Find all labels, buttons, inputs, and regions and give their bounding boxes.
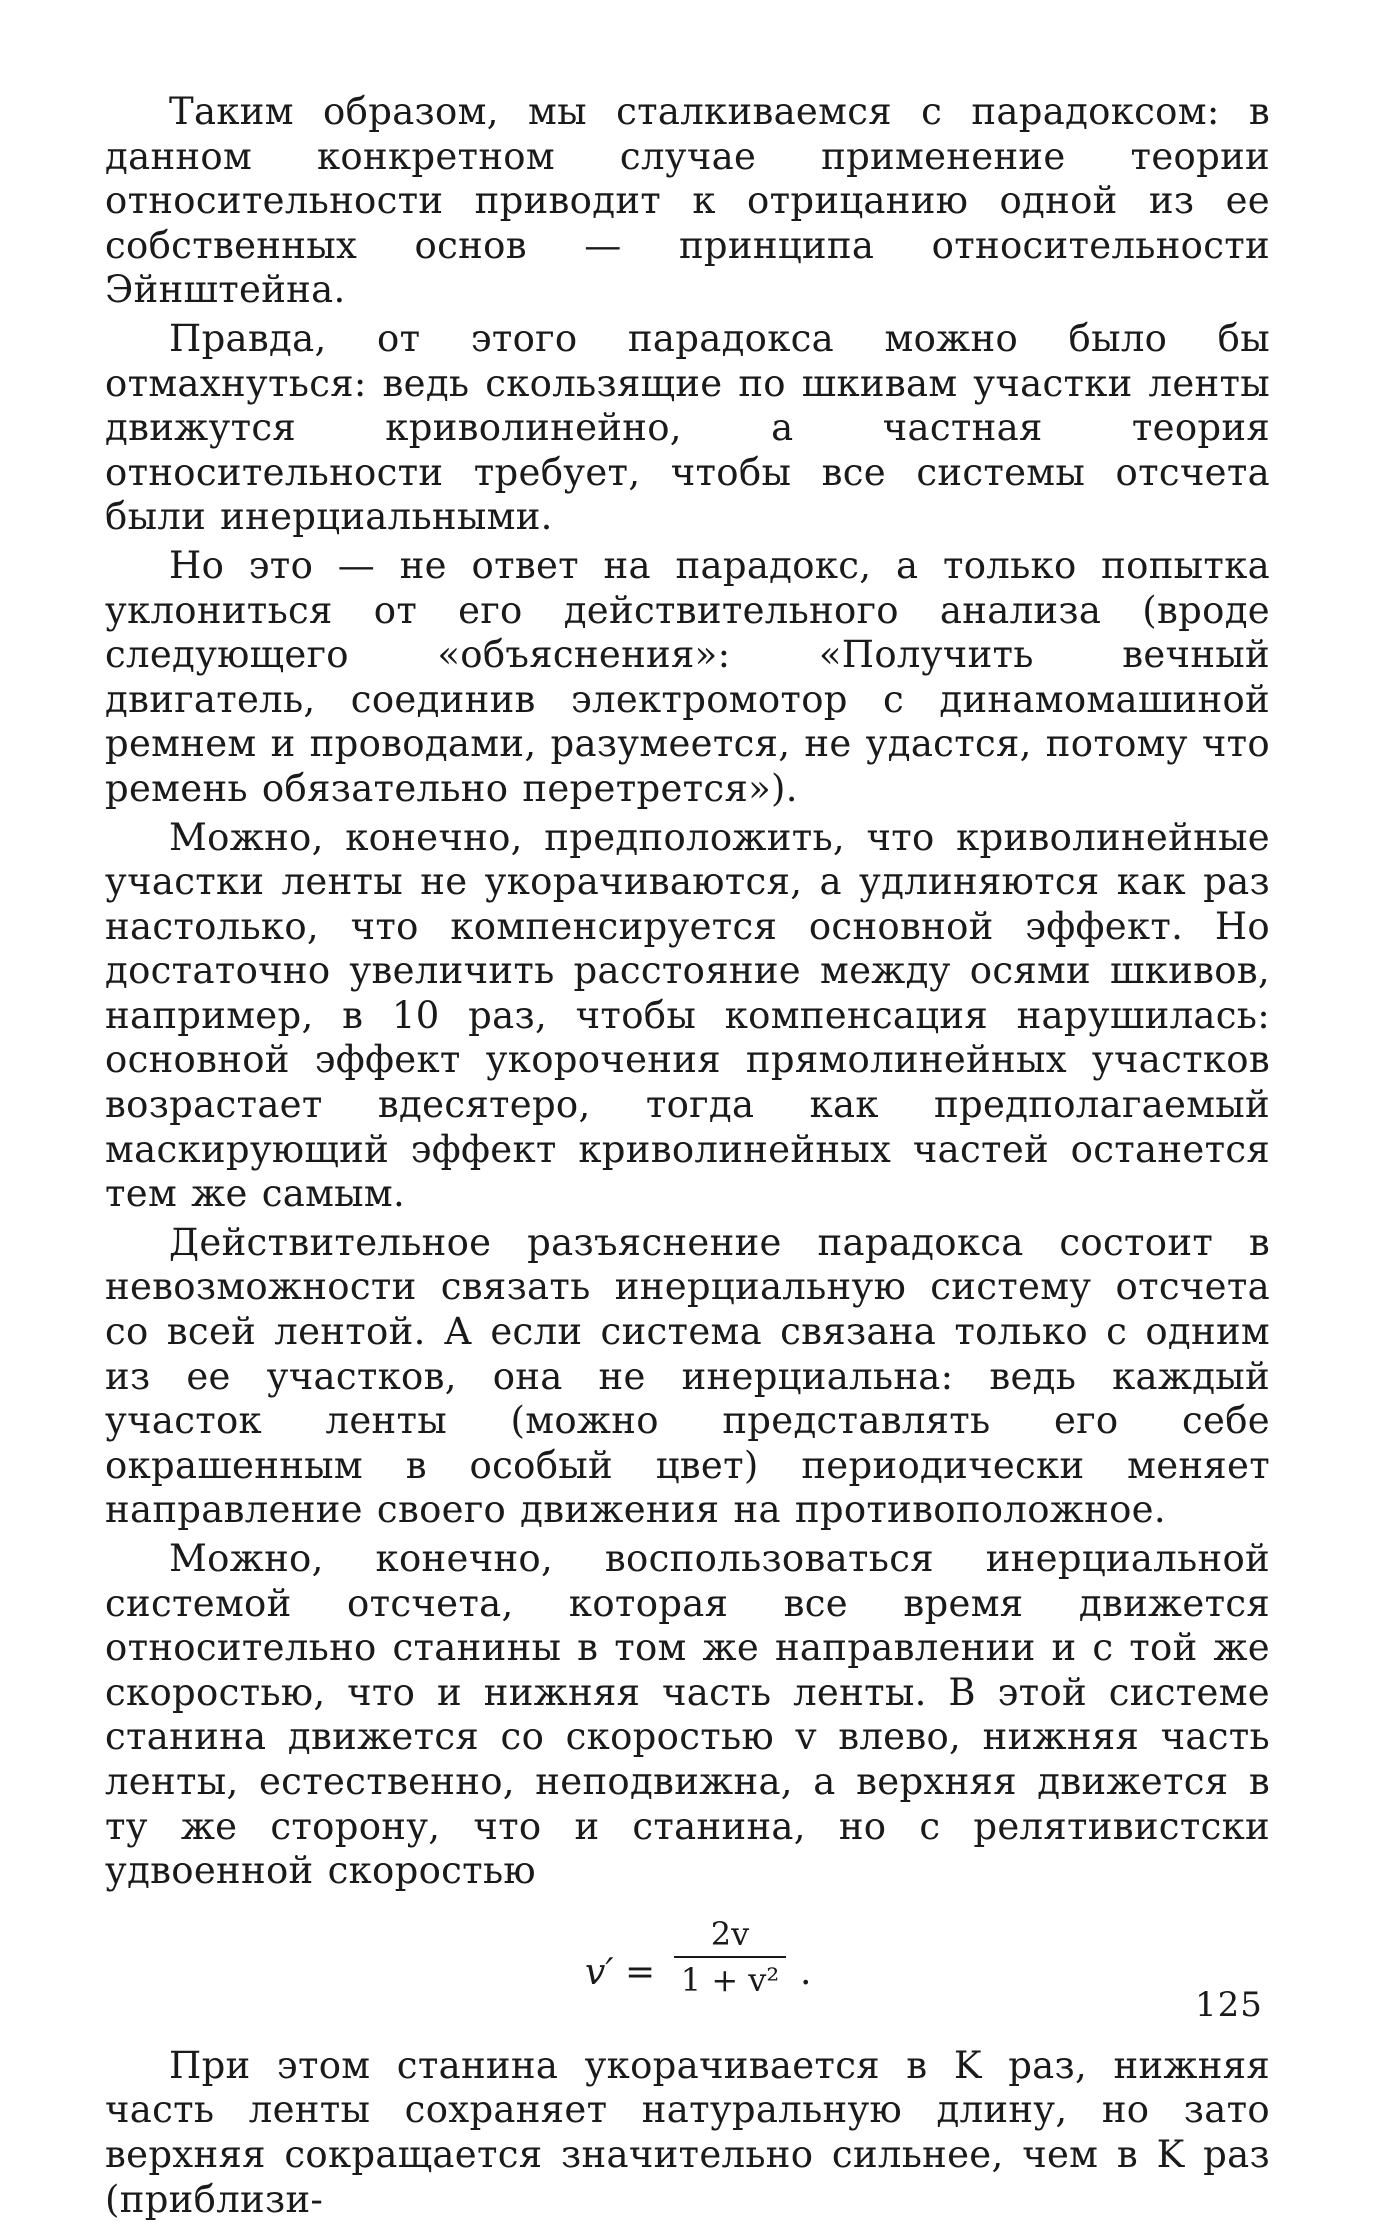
velocity-formula bbox=[105, 1914, 1270, 2034]
paragraph-2: Правда, от этого парадокса можно было бы отмахнуться: ведь скользящие по шкивам участки ленты движутся криволинейно, а частная теория относительности требует, чтобы все системы отсчета были инерциальными. bbox=[105, 316, 1270, 539]
paragraph-7: При этом станина укорачивается в K раз, нижняя часть ленты сохраняет натуральную длину, но зато верхняя сокращается значительно сильнее, чем в K раз (приблизи- bbox=[105, 2043, 1270, 2221]
paragraph-1: Таким образом, мы сталкиваемся с парадоксом: в данном конкретном случае применение теории относительности приводит к отрицанию одной из ее собственных основ — принципа относительности Эйнштейна. bbox=[105, 90, 1270, 312]
fraction-bar bbox=[674, 1956, 786, 1958]
page-number: 125 bbox=[1195, 1985, 1263, 2025]
paragraph-5: Действительное разъяснение парадокса состоит в невозможности связать инерциальную систему отсчета со всей лентой. А если система связана только с одним из ее участков, она не инерциальна: ведь каждый участок ленты (можно представлять его себе окрашенным в особый цвет) периодически меняет направление своего движения на противоположное. bbox=[105, 1220, 1270, 1532]
page-body bbox=[105, 90, 1270, 2222]
formula-fraction bbox=[670, 1914, 790, 2000]
formula-lhs: v′ = bbox=[585, 1951, 656, 1993]
formula-denominator: 1 + v² bbox=[680, 1960, 780, 1999]
paragraph-4: Можно, конечно, предположить, что криволинейные участки ленты не укорачиваются, а удлиняются как раз настолько, что компенсируется основной эффект. Но достаточно увеличить расстояние между осями шкивов, например, в 10 раз, чтобы компенсация нарушилась: основной эффект укорочения прямолинейных участков возрастает вдесятеро, тогда как предполагаемый маскирующий эффект криволинейных частей останется тем же самым. bbox=[105, 815, 1270, 1216]
paragraph-6: Можно, конечно, воспользоваться инерциальной системой отсчета, которая все время движется относительно станины в том же направлении и с той же скоростью, что и нижняя часть ленты. В этой системе станина движется со скоростью v влево, нижняя часть ленты, естественно, неподвижна, а верхняя движется в ту же сторону, что и станина, но с релятивистски удвоенной скоростью bbox=[105, 1537, 1270, 1893]
formula-numerator: 2v bbox=[710, 1914, 750, 1953]
formula-period: . bbox=[800, 1951, 812, 1993]
paragraph-3: Но это — не ответ на парадокс, а только попытка уклониться от его действительного анализа (вроде следующего «объяснения»: «Получить вечный двигатель, соединив электромотор с динамомашиной ремнем и проводами, разумеется, не удастся, потому что ремень обязательно перетрется»). bbox=[105, 543, 1270, 810]
